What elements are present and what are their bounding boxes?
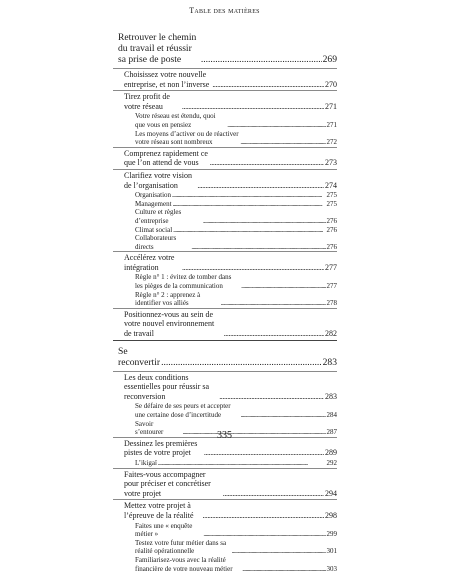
toc-entry-page: 284 [326, 411, 337, 419]
leader-dots [204, 448, 324, 458]
toc-entry-page: 277 [325, 262, 337, 272]
toc-section-entry[interactable] [113, 499, 337, 521]
toc-entry-title: Choisissez votre nouvelle entreprise, et non l’inverse [124, 70, 210, 89]
toc-entry-page: 278 [326, 299, 337, 308]
toc-entry-title: Votre réseau est étendu, quoi que vous en pensiez [135, 112, 216, 129]
leader-dots [182, 263, 324, 273]
table-of-contents [113, 32, 337, 575]
page-number: 335 [217, 430, 232, 441]
leader-dots [210, 158, 324, 168]
leader-dots [212, 80, 324, 90]
running-header [0, 6, 449, 15]
leader-dots [227, 121, 325, 130]
toc-entry-page: 269 [322, 54, 337, 65]
toc-section-entry[interactable] [113, 68, 337, 90]
toc-subsection-entry[interactable] [113, 112, 337, 129]
toc-entry-title: Règle n° 2 : apprenez à identifier vos alliés [135, 290, 201, 308]
leader-dots [232, 547, 326, 556]
leader-dots [172, 191, 325, 200]
toc-entry-title: Mettez votre projet à l’épreuve de la réalité [124, 501, 194, 520]
toc-section-entry[interactable] [113, 468, 337, 500]
toc-entry-title: Climat social [135, 225, 173, 234]
toc-entry-title: Management [135, 199, 172, 208]
toc-entry-title: Se défaire de ses peurs et accepter une certaine dose d’incertitude [135, 402, 231, 419]
toc-entry-title: L’ikigaï [135, 458, 157, 467]
toc-section-entry[interactable] [113, 147, 337, 169]
toc-subsection-entry[interactable] [113, 291, 337, 308]
leader-dots [201, 54, 322, 65]
leader-dots [241, 411, 326, 420]
leader-dots [242, 565, 325, 574]
running-header-title: Table des matières [189, 6, 260, 15]
toc-entry-title: Familiarisez-vous avec la réalité financière de votre nouveau métier [135, 555, 233, 573]
toc-entry-page: 276 [326, 225, 337, 234]
toc-entry-page: 298 [325, 510, 337, 520]
toc-subsection-entry[interactable] [113, 556, 337, 573]
toc-entry-page: 275 [326, 199, 337, 208]
toc-entry-title: Testez votre futur métier dans sa réalité opérationnelle [135, 538, 227, 556]
leader-dots [173, 226, 325, 235]
toc-entry-page: 272 [326, 138, 337, 147]
toc-entry-page: 277 [326, 282, 337, 291]
toc-subsection-entry[interactable] [113, 402, 337, 419]
toc-entry-title: Se reconvertir [118, 345, 161, 368]
toc-entry-page: 303 [326, 564, 337, 573]
leader-dots [203, 511, 324, 521]
toc-entry-page: 289 [325, 448, 337, 458]
leader-dots [241, 282, 325, 291]
toc-chapter-entry[interactable] [113, 32, 337, 68]
toc-entry-title: Tirez profit de votre réseau [124, 92, 170, 111]
toc-section-entry[interactable] [113, 90, 337, 112]
leader-dots [197, 181, 324, 191]
toc-entry-title: Collaborateurs directs [135, 234, 177, 251]
toc-subsection-entry[interactable] [113, 539, 337, 556]
toc-entry-page: 271 [326, 120, 337, 129]
toc-entry-page: 276 [326, 216, 337, 225]
leader-dots [223, 489, 324, 499]
toc-entry-page: 273 [325, 158, 337, 168]
toc-subsection-entry[interactable] [113, 200, 337, 209]
toc-entry-title: Clarifiez votre vision de l’organisation [124, 170, 192, 190]
toc-subsection-entry[interactable] [113, 130, 337, 147]
toc-entry-title: Organisation [135, 191, 172, 200]
toc-entry-title: Retrouver le chemin du travail et réussir sa prise de poste [118, 32, 197, 65]
leader-dots [203, 217, 326, 226]
leader-dots [224, 329, 324, 339]
toc-section-entry[interactable] [113, 371, 337, 403]
leader-dots [240, 138, 325, 147]
toc-section-entry[interactable] [113, 251, 337, 273]
toc-section [113, 32, 337, 341]
toc-section-entry[interactable] [113, 308, 337, 340]
toc-entry-title: Savoir s’entourer [135, 419, 164, 437]
leader-dots [161, 357, 322, 368]
toc-entry-title: Positionnez-vous au sein de votre nouvel environnement de travail [124, 309, 215, 339]
toc-subsection-entry[interactable] [113, 234, 337, 251]
leader-dots [219, 392, 324, 402]
toc-entry-title: Comprenez rapidement ce que l’on attend de vous [124, 148, 208, 168]
toc-chapter-entry[interactable] [113, 346, 337, 371]
toc-subsection-entry[interactable] [113, 191, 337, 200]
toc-entry-title: Accélérez votre intégration [124, 253, 175, 272]
toc-entry-page: 301 [326, 547, 337, 556]
leader-dots [221, 299, 326, 308]
toc-entry-page: 282 [325, 329, 337, 339]
toc-section-entry[interactable] [113, 169, 337, 191]
toc-entry-page: 276 [326, 242, 337, 251]
leader-dots [203, 530, 325, 539]
toc-entry-title: Les deux conditions essentielles pour réussir sa reconversion [124, 372, 210, 401]
toc-entry-page: 292 [326, 458, 337, 467]
toc-entry-page: 287 [326, 428, 337, 437]
leader-dots [173, 200, 326, 209]
toc-entry-page: 283 [325, 391, 337, 401]
toc-entry-page: 283 [322, 356, 337, 368]
toc-entry-title: Les moyens d’activer ou de réactiver votre réseau sont nombreux [135, 129, 239, 147]
toc-subsection-entry[interactable] [113, 226, 337, 235]
toc-subsection-entry[interactable] [113, 273, 337, 290]
toc-entry-title: Culture et règles d’entreprise [135, 208, 182, 225]
toc-entry-page: 275 [326, 191, 337, 200]
toc-subsection-entry[interactable] [113, 522, 337, 539]
toc-entry-page: 271 [325, 101, 337, 111]
leader-dots [182, 102, 324, 112]
leader-dots [158, 459, 326, 468]
toc-entry-title: Faites une « enquête métier » [135, 521, 193, 539]
toc-entry-title: Règle n° 1 : évitez de tomber dans les pièges de la communication [135, 273, 232, 291]
toc-entry-page: 274 [325, 180, 337, 190]
toc-entry-title: Dessinez les premières pistes de votre projet [124, 438, 198, 458]
toc-entry-page: 294 [325, 488, 337, 498]
toc-section [113, 346, 337, 573]
toc-entry-page: 299 [326, 530, 337, 539]
toc-entry-page: 270 [325, 79, 337, 89]
toc-subsection-entry[interactable] [113, 459, 337, 468]
leader-dots [191, 243, 325, 252]
toc-subsection-entry[interactable] [113, 208, 337, 225]
toc-entry-title: Faites-vous accompagner pour préciser et concrétiser votre projet [124, 469, 211, 498]
